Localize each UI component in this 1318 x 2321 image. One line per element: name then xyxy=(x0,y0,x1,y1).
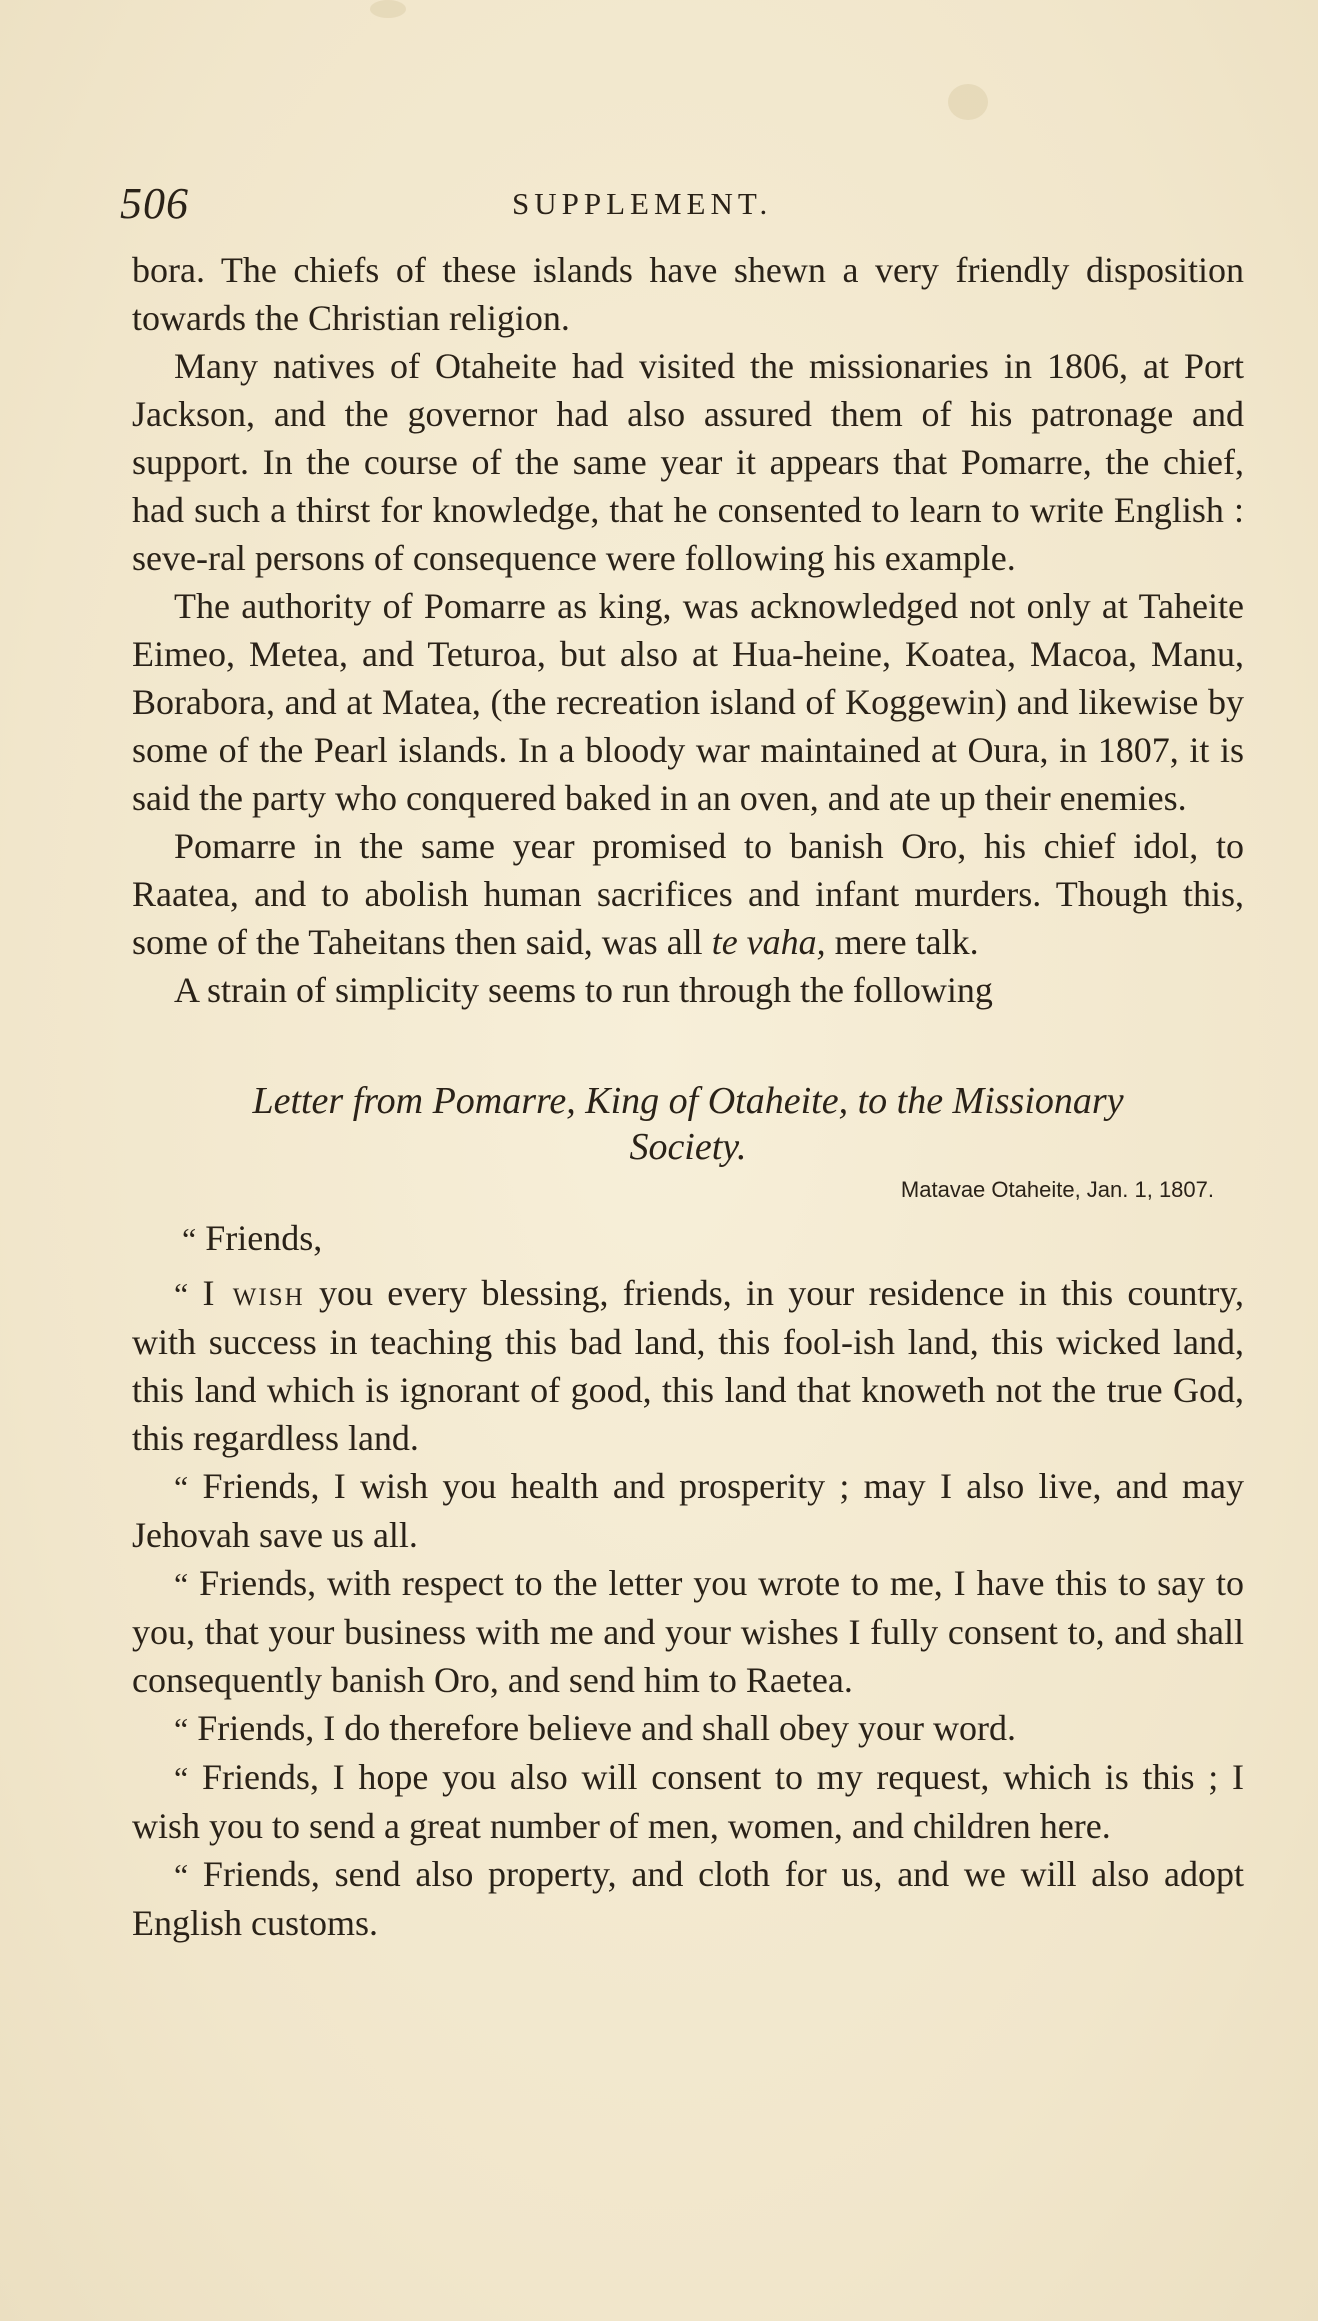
page-number: 506 xyxy=(120,179,189,228)
open-quote: “ xyxy=(174,1711,189,1747)
paragraph xyxy=(132,822,1244,966)
letter-title-continued: Society. xyxy=(629,1126,747,1168)
open-quote: “ xyxy=(174,1276,189,1312)
paragraph: bora. The chiefs of these islands have shewn a very friendly disposition towards the Christian religion. xyxy=(132,250,1244,338)
letter-paragraph xyxy=(132,1269,1244,1462)
letter-paragraph-text: Friends, I hope you also will consent to my request, which is this ; I wish you to send a great number of men, women, and children here. xyxy=(132,1757,1245,1846)
letter-paragraph-text: you every blessing, friends, in your residence in this country, with success in teaching this bad land, this fool-ish land, this wicked land, this land which is ignorant of good, this land that knoweth not the true God, this regardless land. xyxy=(132,1273,1244,1458)
open-quote: “ xyxy=(174,1857,189,1893)
letter-paragraph xyxy=(132,1753,1244,1850)
open-quote: “ xyxy=(174,1469,189,1505)
paper-stain xyxy=(948,84,988,120)
paragraph-text: Pomarre in the same year promised to banish Oro, his chief idol, to Raatea, and to abolish human sacrifices and infant murders. Though this, some of the Taheitans then said, was all xyxy=(132,826,1244,962)
page-header xyxy=(120,178,1220,238)
emphasis-text: te vaha, xyxy=(711,922,826,962)
paragraph: The authority of Pomarre as king, was acknowledged not only at Taheite Eimeo, Metea, and Teturoa, but also at Hua-heine, Koatea, Macoa, Manu, Borabora, and at Matea, (the recreation island of Koggewin) and likewise by some of the Pearl islands. In a bloody war maintained at Oura, in 1807, it is said the party who conquered baked in an oven, and ate up their enemies. xyxy=(132,586,1244,818)
letter-paragraph-text: Friends, send also property, and cloth for us, and we will also adopt English customs. xyxy=(132,1854,1244,1943)
running-head: SUPPLEMENT. xyxy=(512,186,773,221)
paper-stain xyxy=(370,0,406,18)
salutation-text: Friends, xyxy=(205,1218,323,1258)
letter-paragraph xyxy=(132,1704,1244,1753)
letter-heading xyxy=(132,1078,1244,1208)
letter-paragraph-text: Friends, I wish you health and prosperity ; may I also live, and may Jehovah save us all. xyxy=(132,1466,1245,1555)
paragraph: A strain of simplicity seems to run through the following xyxy=(174,970,993,1010)
letter-paragraph-text: Friends, with respect to the letter you wrote to me, I have this to say to you, that your business with me and your wishes I fully consent to, and shall consequently banish Oro, and send him to Raetea. xyxy=(132,1563,1245,1700)
letter-dateline: Matavae Otaheite, Jan. 1, 1807. xyxy=(900,1177,1214,1202)
letter-paragraph xyxy=(132,1559,1244,1704)
paragraph-text: mere talk. xyxy=(825,922,979,962)
letter-title: Letter from Pomarre, King of Otaheite, to the Missionary xyxy=(252,1080,1124,1122)
letter-paragraph xyxy=(132,1850,1244,1947)
open-quote: “ xyxy=(174,1760,189,1796)
letter-salutation xyxy=(182,1214,1244,1263)
letter-paragraph-text: Friends, I do therefore believe and shall obey your word. xyxy=(197,1708,1016,1748)
small-caps-opening: I wish xyxy=(202,1273,305,1313)
body-text xyxy=(132,246,1244,1947)
open-quote: “ xyxy=(174,1566,189,1602)
paragraph: Many natives of Otaheite had visited the missionaries in 1806, at Port Jackson, and the governor had also assured them of his patronage and support. In the course of the same year it appears that Pomarre, the chief, had such a thirst for knowledge, that he consented to learn to write English : seve-ral persons of consequence were following his example. xyxy=(132,346,1244,578)
open-quote: “ xyxy=(182,1221,197,1257)
letter-paragraph xyxy=(132,1462,1244,1559)
